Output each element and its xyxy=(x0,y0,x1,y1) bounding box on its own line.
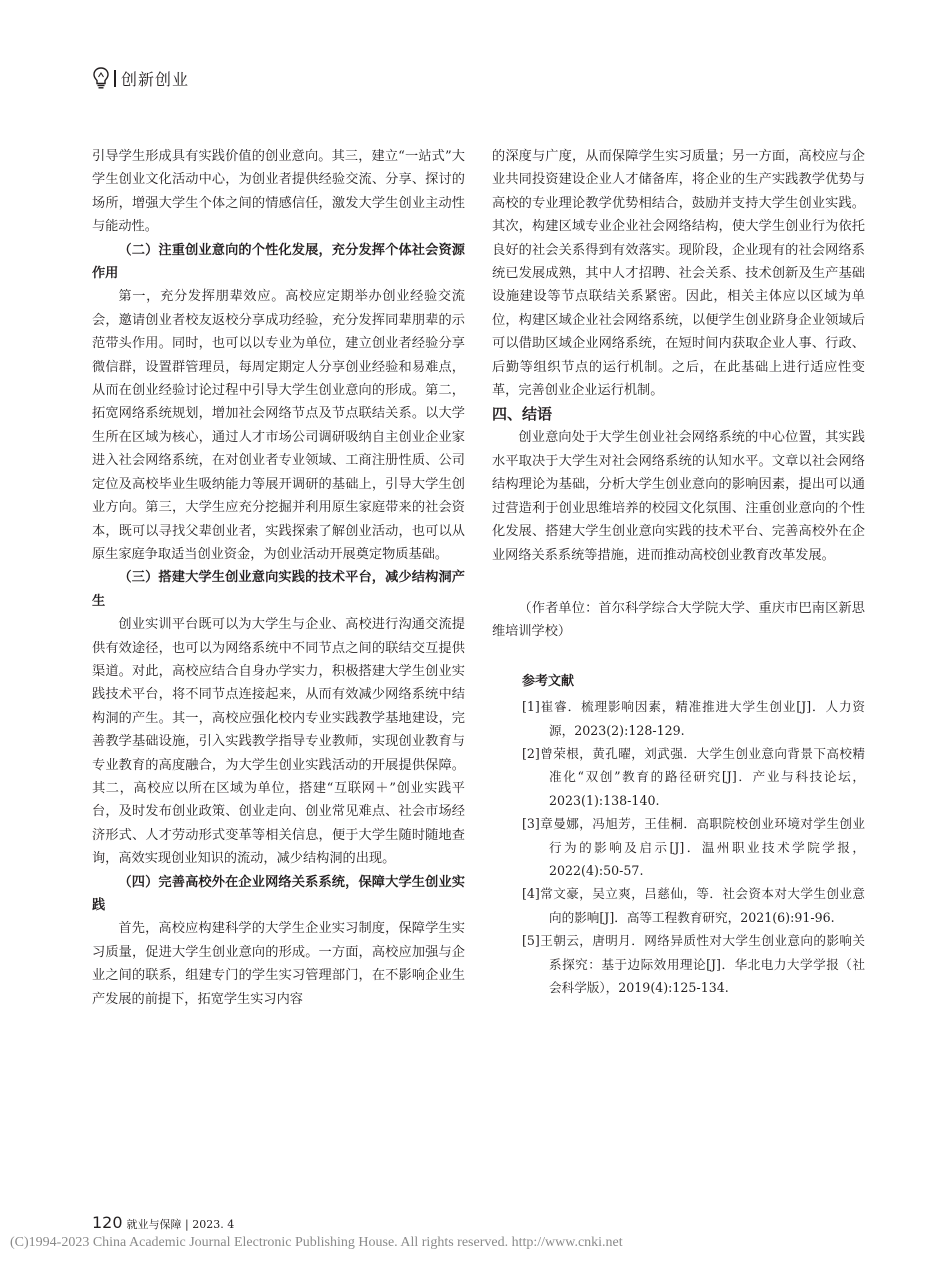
subheading-4: （四）完善高校外在企业网络关系系统，保障大学生创业实践 xyxy=(92,874,465,913)
section-title: 创新创业 xyxy=(121,69,190,89)
references-heading: 参考文献 xyxy=(522,673,575,689)
subheading-2: （二）注重创业意向的个性化发展，充分发挥个体社会资源作用 xyxy=(92,242,465,282)
section-heading: 四、结语 xyxy=(492,405,553,424)
page-footer xyxy=(92,1213,234,1232)
copyright-notice: (C)1994-2023 China Academic Journal Electronic Publishing House. All rights reserved. http://www.cnki.net xyxy=(10,1235,623,1250)
paragraph: 的深度与广度，从而保障学生实习质量；另一方面，高校应与企业共同投资建设企业人才储备库，将企业的生产实践教学优势与高校的专业理论教学优势相结合，鼓励并支持大学生创业实践。其次，构建区域专业企业社会网络结构，使大学生创业行为依托良好的社会关系得到有效落实。现阶段，企业现有的社会网络系统已发展成熟，其中人才招聘、社会关系、技术创新及生产基础设施建设等节点联结关系紧密。因此，相关主体应以区域为单位，构建区域企业社会网络系统，以便学生创业跻身企业领域后可以借助区域企业网络系统，在短时间内获取企业人事、行政、后勤等组织节点的运行机制。之后，在此基础上进行适应性变革，完善创业企业运行机制。 xyxy=(492,149,865,399)
paragraph: 创业实训平台既可以为大学生与企业、高校进行沟通交流提供有效途径，也可以为网络系统中不同节点之间的联结交互提供渠道。对此，高校应结合自身办学实力，积极搭建大学生创业实践技术平台，将不同节点连接起来，从而有效减少网络系统中结构洞的产生。其一，高校应强化校内专业实践教学基地建设，完善教学基础设施，引入实践教学指导专业教师，实现创业教育与专业教育的高度融合，为大学生创业实践活动的开展提供保障。其二，高校应以所在区域为单位，搭建“互联网＋”创业实践平台，及时发布创业政策、创业走向、创业常见难点、社会市场经济形式、人才劳动形式变革等相关信息，便于大学生随时随地查询，高效实现创业知识的流动，减少结构洞的出现。 xyxy=(92,617,465,867)
reference-item: [1]崔睿．梳理影响因素，精准推进大学生创业[J]．人力资源，2023(2):128-129. xyxy=(522,699,865,738)
subheading-3: （三）搭建大学生创业意向实践的技术平台，减少结构洞产生 xyxy=(92,570,465,609)
author-affiliation: （作者单位：首尔科学综合大学院大学、重庆市巴南区新思维培训学校） xyxy=(492,600,865,640)
paragraph: 创业意向处于大学生创业社会网络系统的中心位置，其实践水平取决于大学生对社会网络系统的认知水平。文章以社会网络结构理论为基础，分析大学生创业意向的影响因素，提出可以通过营造利于创业思维培养的校园文化氛围、注重创业意向的个性化发展、搭建大学生创业意向实践的技术平台、完善高校外在企业网络关系系统等措施，进而推动高校创业教育改革发展。 xyxy=(492,430,865,563)
paragraph: 第一，充分发挥朋辈效应。高校应定期举办创业经验交流会，邀请创业者校友返校分享成功经验，充分发挥同辈朋辈的示范带头作用。同时，也可以以专业为单位，建立创业者经验分享微信群，设置群管理员，每周定期定人分享创业经验和易难点，从而在创业经验讨论过程中引导大学生创业意向的形成。第二，拓宽网络系统规划，增加社会网络节点及节点联结关系。以大学生所在区域为核心，通过人才市场公司调研吸纳自主创业企业家进入社会网络系统，在对创业者专业领域、工商注册性质、公司定位及高校毕业生吸纳能力等展开调研的基础上，引导大学生创业方向。第三，大学生应充分挖掘并利用原生家庭带来的社会资本，既可以寻找父辈创业者，实践探索了解创业活动，也可以从原生家庭争取适当创业资金，为创业活动开展奠定物质基础。 xyxy=(92,289,465,562)
reference-item: [4]常文豪，吴立爽，吕慈仙，等．社会资本对大学生创业意向的影响[J]．高等工程教育研究，2021(6):91-96. xyxy=(522,886,865,925)
journal-name: 就业与保障 | 2023. 4 xyxy=(126,1218,235,1231)
paragraph: 引导学生形成具有实践价值的创业意向。其三，建立“一站式”大学生创业文化活动中心，为创业者提供经验交流、分享、探讨的场所，增强大学生个体之间的情感信任，激发大学生创业主动性与能动性。 xyxy=(92,149,465,235)
lightbulb-icon xyxy=(92,66,110,90)
reference-item: [3]章曼娜，冯旭芳，王佳桐．高职院校创业环境对学生创业行为的影响及启示[J]．温州职业技术学院学报，2022(4):50-57. xyxy=(522,816,865,878)
header-divider xyxy=(114,70,116,87)
paragraph: 首先，高校应构建科学的大学生企业实习制度，保障学生实习质量，促进大学生创业意向的形成。一方面，高校应加强与企业之间的联系，组建专门的学生实习管理部门，在不影响企业生产发展的前提下，拓宽学生实习内容 xyxy=(92,921,465,1007)
reference-item: [5]王朝云，唐明月．网络异质性对大学生创业意向的影响关系探究：基于边际效用理论[J]．华北电力大学学报（社会科学版），2019(4):125-134. xyxy=(522,933,865,995)
reference-item: [2]曾荣根，黄孔曜，刘武强．大学生创业意向背景下高校精准化“双创”教育的路径研究[J]．产业与科技论坛，2023(1):138-140. xyxy=(522,745,865,808)
right-column xyxy=(492,145,865,999)
page-header xyxy=(92,66,189,90)
page-number: 120 xyxy=(92,1213,123,1232)
reference-list xyxy=(492,695,865,999)
left-column xyxy=(92,145,465,1011)
